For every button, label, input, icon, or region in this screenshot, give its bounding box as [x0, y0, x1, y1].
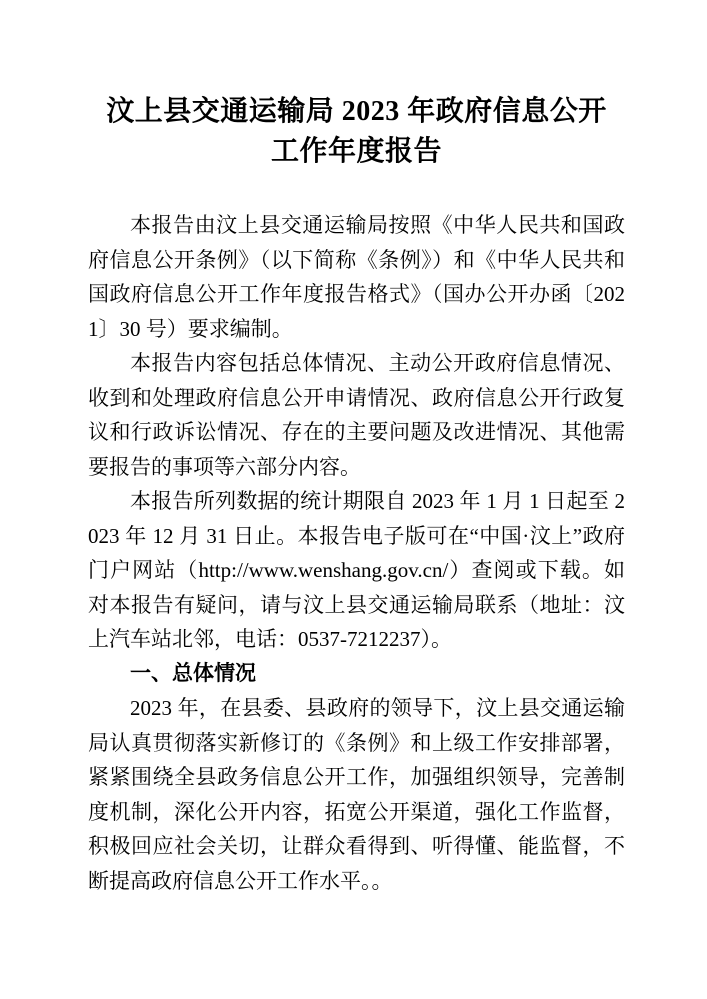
intro-paragraph-1: 本报告由汶上县交通运输局按照《中华人民共和国政府信息公开条例》（以下简称《条例》）和《中华人民共和国政府信息公开工作年度报告格式》（国办公开办函〔2021〕30 号）要求编制。 [88, 213, 625, 341]
document-title-line-2: 工作年度报告 [270, 136, 442, 167]
document-title-line-1: 汶上县交通运输局 2023 年政府信息公开 [106, 96, 607, 127]
document-title [88, 92, 625, 172]
intro-paragraph-3: 本报告所列数据的统计期限自 2023 年 1 月 1 日起至 2023 年 12 月 31 日止。本报告电子版可在“中国·汶上”政府门户网站（http://www.wenshang.gov.cn/）查阅或下载。如对本报告有疑问，请与汶上县交通运输局联系（地址：汶上汽车站北邻，电话：0537-7212237）。 [88, 489, 625, 651]
document-body [88, 208, 625, 898]
intro-paragraph-2: 本报告内容包括总体情况、主动公开政府信息情况、收到和处理政府信息公开申请情况、政府信息公开行政复议和行政诉讼情况、存在的主要问题及改进情况、其他需要报告的事项等六部分内容。 [88, 351, 625, 479]
section-heading-overall-situation: 一、总体情况 [130, 661, 256, 685]
section-paragraph-overall-situation: 2023 年，在县委、县政府的领导下，汶上县交通运输局认真贯彻落实新修订的《条例》和上级工作安排部署，紧紧围绕全县政务信息公开工作，加强组织领导，完善制度机制，深化公开内容，拓宽公开渠道，强化工作监督，积极回应社会关切，让群众看得到、听得懂、能监督，不断提高政府信息公开工作水平。。 [88, 696, 625, 893]
